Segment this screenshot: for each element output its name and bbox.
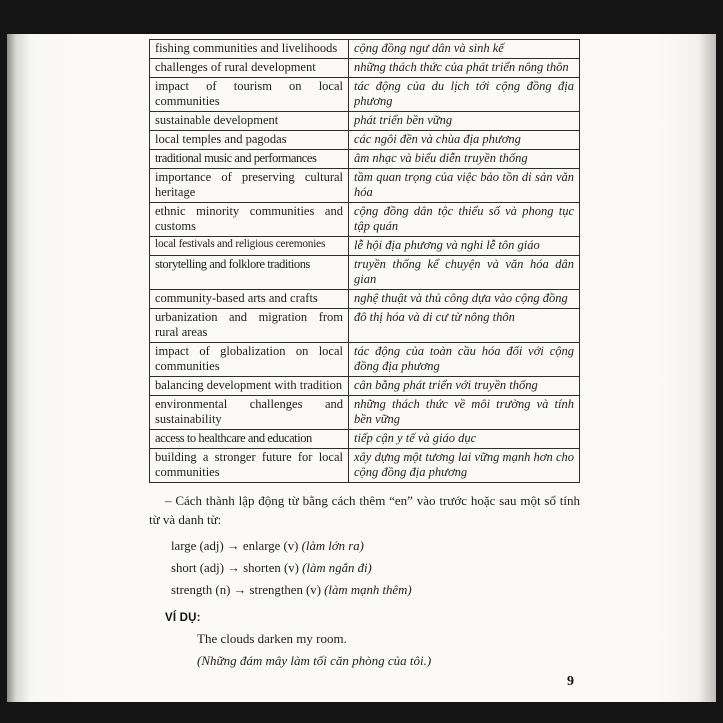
- table-row: [150, 203, 580, 237]
- table-cell-vietnamese: đô thị hóa và di cư từ nông thôn: [349, 309, 580, 343]
- table-row: [150, 150, 580, 169]
- table-cell-vietnamese: tiếp cận y tế và giáo dục: [349, 430, 580, 449]
- table-row: [150, 430, 580, 449]
- table-cell-english: community-based arts and crafts: [150, 290, 349, 309]
- table-cell-vietnamese: các ngôi đền và chùa địa phương: [349, 131, 580, 150]
- table-cell-vietnamese: truyền thống kể chuyện và văn hóa dân gian: [349, 256, 580, 290]
- table-cell-vietnamese: tác động của toàn cầu hóa đối với cộng đồng địa phương: [349, 343, 580, 377]
- page-number: 9: [567, 674, 574, 689]
- page-content: [149, 39, 580, 669]
- table-row: [150, 396, 580, 430]
- example-line: [171, 583, 580, 598]
- table-cell-vietnamese: cộng đồng dân tộc thiểu số và phong tục tập quán: [349, 203, 580, 237]
- table-row: [150, 377, 580, 396]
- example-line: [171, 539, 580, 554]
- table-row: [150, 40, 580, 59]
- table-row: [150, 343, 580, 377]
- table-cell-vietnamese: lễ hội địa phương và nghi lễ tôn giáo: [349, 237, 580, 256]
- example-line: [171, 561, 580, 576]
- example-text: large (adj) → enlarge (v): [171, 538, 302, 553]
- table-cell-english: local festivals and religious ceremonies: [150, 237, 349, 256]
- example-text: strength (n) → strengthen (v): [171, 583, 325, 598]
- table-cell-english: impact of tourism on local communities: [150, 78, 349, 112]
- table-row: [150, 59, 580, 78]
- table-cell-vietnamese: những thách thức về môi trường và tính bền vững: [349, 396, 580, 430]
- table-cell-english: building a stronger future for local communities: [150, 449, 349, 483]
- table-row: [150, 112, 580, 131]
- example-sentence: The clouds darken my room.: [197, 630, 347, 646]
- table-cell-english: local temples and pagodas: [150, 131, 349, 150]
- table-cell-english: ethnic minority communities and customs: [150, 203, 349, 237]
- table-cell-english: challenges of rural development: [150, 59, 349, 78]
- table-row: [150, 78, 580, 112]
- table-cell-vietnamese: những thách thức của phát triển nông thôn: [349, 59, 580, 78]
- table-cell-vietnamese: tầm quan trọng của việc bảo tồn di sản văn hóa: [349, 169, 580, 203]
- table-row: [150, 237, 580, 256]
- table-row: [150, 309, 580, 343]
- table-row: [150, 256, 580, 290]
- table-cell-english: environmental challenges and sustainability: [150, 396, 349, 430]
- page: [7, 34, 716, 702]
- vocab-table: [149, 39, 580, 483]
- table-cell-vietnamese: âm nhạc và biểu diễn truyền thống: [349, 150, 580, 169]
- example-heading: VÍ DỤ:: [165, 611, 201, 624]
- table-row: [150, 449, 580, 483]
- table-cell-english: storytelling and folklore traditions: [150, 256, 349, 290]
- table-cell-vietnamese: tác động của du lịch tới cộng đồng địa phương: [349, 78, 580, 112]
- table-cell-vietnamese: nghệ thuật và thủ công dựa vào cộng đồng: [349, 290, 580, 309]
- table-cell-english: urbanization and migration from rural areas: [150, 309, 349, 343]
- example-gloss: (làm lớn ra): [301, 538, 364, 553]
- table-cell-vietnamese: cộng đồng ngư dân và sinh kế: [349, 40, 580, 59]
- example-text: short (adj) → shorten (v): [171, 561, 303, 576]
- table-cell-english: traditional music and performances: [150, 150, 349, 169]
- table-cell-vietnamese: phát triển bền vững: [349, 112, 580, 131]
- table-cell-vietnamese: cân bằng phát triển với truyền thống: [349, 377, 580, 396]
- table-cell-english: fishing communities and livelihoods: [150, 40, 349, 59]
- note-intro: – Cách thành lập động từ bằng cách thêm “en” vào trước hoặc sau một số tính từ và danh từ:: [149, 493, 580, 527]
- table-row: [150, 169, 580, 203]
- table-cell-english: impact of globalization on local communities: [150, 343, 349, 377]
- table-row: [150, 290, 580, 309]
- table-cell-english: access to healthcare and education: [150, 430, 349, 449]
- table-cell-vietnamese: xây dựng một tương lai vững mạnh hơn cho cộng đồng địa phương: [349, 449, 580, 483]
- example-gloss: (làm ngắn đi): [302, 561, 372, 576]
- example-gloss: (làm mạnh thêm): [324, 583, 412, 598]
- vocab-table-body: [150, 40, 580, 483]
- example-translation: (Những đám mây làm tối căn phòng của tôi.): [197, 652, 432, 668]
- table-row: [150, 131, 580, 150]
- table-cell-english: sustainable development: [150, 112, 349, 131]
- word-formation-examples: [171, 539, 580, 599]
- table-cell-english: balancing development with tradition: [150, 377, 349, 396]
- table-cell-english: importance of preserving cultural heritage: [150, 169, 349, 203]
